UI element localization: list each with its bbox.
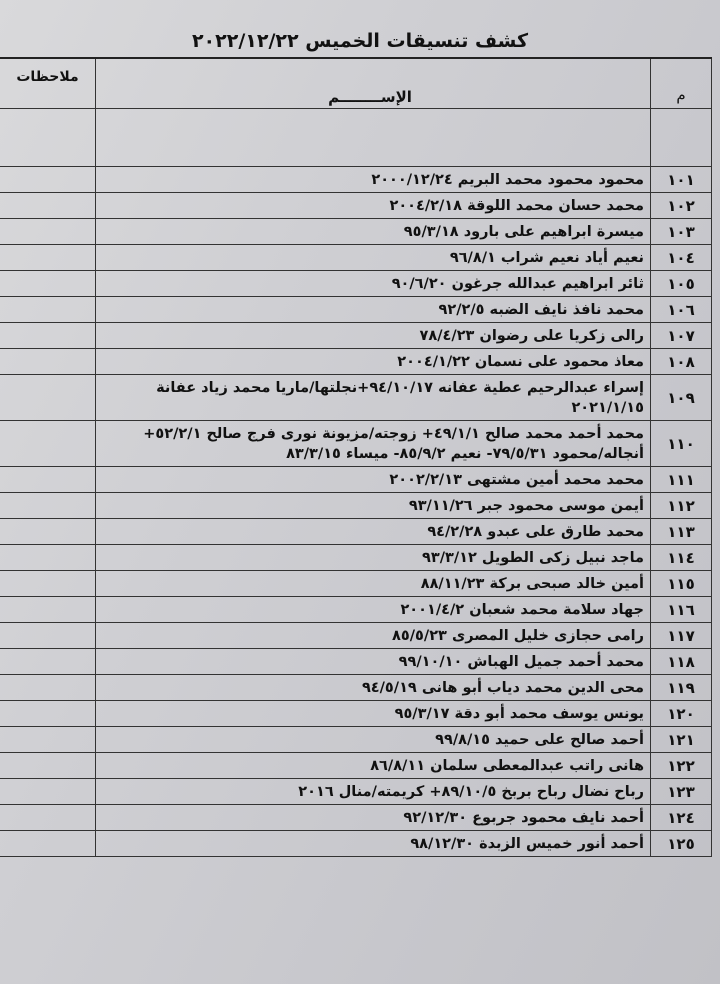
row-name: محمد حسان محمد اللوقة ٢٠٠٤/٢/١٨ xyxy=(95,193,650,218)
table-row xyxy=(0,701,712,727)
row-notes xyxy=(0,675,95,700)
row-notes xyxy=(0,805,95,830)
table-row xyxy=(0,297,712,323)
row-notes xyxy=(0,597,95,622)
row-name: أمين خالد صبحى بركة ٨٨/١١/٢٣ xyxy=(95,571,650,596)
row-number: ١٢٥ xyxy=(650,831,712,856)
row-notes xyxy=(0,323,95,348)
table-row xyxy=(0,779,712,805)
table-row xyxy=(0,421,712,467)
row-number: ١٢٤ xyxy=(650,805,712,830)
table-row xyxy=(0,675,712,701)
row-notes xyxy=(0,779,95,804)
row-name: أيمن موسى محمود جبر ٩٣/١١/٢٦ xyxy=(95,493,650,518)
row-name: رامى حجازى خليل المصرى ٨٥/٥/٢٣ xyxy=(95,623,650,648)
table-row xyxy=(0,493,712,519)
row-notes xyxy=(0,649,95,674)
table-row xyxy=(0,623,712,649)
header-number: م xyxy=(650,59,712,108)
row-name: ثائر ابراهيم عبدالله جرغون ٩٠/٦/٢٠ xyxy=(95,271,650,296)
blank-cell xyxy=(650,109,712,166)
row-name: نعيم أياد نعيم شراب ٩٦/٨/١ xyxy=(95,245,650,270)
row-notes xyxy=(0,753,95,778)
row-number: ١٠٢ xyxy=(650,193,712,218)
table-row xyxy=(0,323,712,349)
row-notes xyxy=(0,831,95,856)
row-name: محمد أحمد محمد صالح ٤٩/١/١+ زوجته/مزيونة نورى فرج صالح ٥٢/٢/١+ أنجاله/محمود ٧٩/٥/٣١- نعيم ٨٥/٩/٢- ميساء ٨٣/٣/١٥ xyxy=(95,421,650,466)
row-number: ١١٨ xyxy=(650,649,712,674)
row-notes xyxy=(0,571,95,596)
row-notes xyxy=(0,701,95,726)
row-notes xyxy=(0,193,95,218)
row-number: ١١٠ xyxy=(650,421,712,466)
row-name: إسراء عبدالرحيم عطية عفانه ٩٤/١٠/١٧+نجلتها/ماريا محمد زياد عفانة ٢٠٢١/١/١٥ xyxy=(95,375,650,420)
row-number: ١١٣ xyxy=(650,519,712,544)
table-row xyxy=(0,467,712,493)
row-number: ١١١ xyxy=(650,467,712,492)
blank-cell xyxy=(0,109,95,166)
row-notes xyxy=(0,519,95,544)
table-row xyxy=(0,597,712,623)
row-number: ١١٧ xyxy=(650,623,712,648)
table-row xyxy=(0,193,712,219)
row-name: رالى زكريا على رضوان ٧٨/٤/٢٣ xyxy=(95,323,650,348)
table-row xyxy=(0,219,712,245)
row-name: ماجد نبيل زكى الطويل ٩٣/٣/١٢ xyxy=(95,545,650,570)
row-name: هانى راتب عبدالمعطى سلمان ٨٦/٨/١١ xyxy=(95,753,650,778)
table-row xyxy=(0,649,712,675)
row-number: ١١٥ xyxy=(650,571,712,596)
row-number: ١٠٤ xyxy=(650,245,712,270)
row-number: ١٢٢ xyxy=(650,753,712,778)
row-number: ١٠٣ xyxy=(650,219,712,244)
row-name: يونس يوسف محمد أبو دقة ٩٥/٣/١٧ xyxy=(95,701,650,726)
table-row xyxy=(0,571,712,597)
row-notes xyxy=(0,493,95,518)
row-notes xyxy=(0,349,95,374)
row-name: محمد نافذ نايف الضبه ٩٢/٢/٥ xyxy=(95,297,650,322)
header-notes: ملاحظات xyxy=(16,69,79,85)
row-number: ١٠٩ xyxy=(650,375,712,420)
row-number: ١٠١ xyxy=(650,167,712,192)
blank-row xyxy=(0,109,712,167)
blank-cell xyxy=(95,109,650,166)
table-row xyxy=(0,375,712,421)
table-row xyxy=(0,271,712,297)
row-name: أحمد نايف محمود جربوع ٩٢/١٢/٣٠ xyxy=(95,805,650,830)
row-notes xyxy=(0,623,95,648)
table-row xyxy=(0,545,712,571)
row-notes xyxy=(0,271,95,296)
row-notes xyxy=(0,245,95,270)
row-notes xyxy=(0,219,95,244)
names-table xyxy=(0,57,712,857)
row-number: ١٠٨ xyxy=(650,349,712,374)
header-name: الإســــــــم xyxy=(95,59,650,108)
row-name: محمد أحمد جميل الهباش ٩٩/١٠/١٠ xyxy=(95,649,650,674)
row-number: ١٢٠ xyxy=(650,701,712,726)
table-row xyxy=(0,349,712,375)
row-name: أحمد صالح على حميد ٩٩/٨/١٥ xyxy=(95,727,650,752)
table-row xyxy=(0,245,712,271)
row-number: ١١٩ xyxy=(650,675,712,700)
row-name: محى الدين محمد دياب أبو هانى ٩٤/٥/١٩ xyxy=(95,675,650,700)
row-notes xyxy=(0,727,95,752)
row-number: ١٠٦ xyxy=(650,297,712,322)
row-number: ١١٢ xyxy=(650,493,712,518)
row-name: رباح نضال رباح بربخ ٨٩/١٠/٥+ كريمته/منال ٢٠١٦ xyxy=(95,779,650,804)
row-name: معاذ محمود على نسمان ٢٠٠٤/١/٢٢ xyxy=(95,349,650,374)
page-title: كشف تنسيقات الخميس ٢٠٢٢/١٢/٢٢ xyxy=(191,30,529,52)
row-name: محمد طارق على عبدو ٩٤/٢/٢٨ xyxy=(95,519,650,544)
row-notes xyxy=(0,545,95,570)
row-number: ١٢٣ xyxy=(650,779,712,804)
row-notes xyxy=(0,297,95,322)
table-row xyxy=(0,519,712,545)
row-number: ١٠٥ xyxy=(650,271,712,296)
row-number: ١١٤ xyxy=(650,545,712,570)
row-name: محمد محمد أمين مشتهى ٢٠٠٢/٢/١٣ xyxy=(95,467,650,492)
table-row xyxy=(0,831,712,857)
table-row xyxy=(0,167,712,193)
row-number: ١٠٧ xyxy=(650,323,712,348)
table-header-row xyxy=(0,59,712,109)
row-notes xyxy=(0,421,95,466)
row-name: ميسرة ابراهيم على بارود ٩٥/٣/١٨ xyxy=(95,219,650,244)
row-notes xyxy=(0,375,95,420)
table-row xyxy=(0,805,712,831)
table-row xyxy=(0,727,712,753)
row-notes xyxy=(0,167,95,192)
table-row xyxy=(0,753,712,779)
row-name: محمود محمود محمد البريم ٢٠٠٠/١٢/٢٤ xyxy=(95,167,650,192)
row-name: أحمد أنور خميس الزبدة ٩٨/١٢/٣٠ xyxy=(95,831,650,856)
row-number: ١٢١ xyxy=(650,727,712,752)
row-notes xyxy=(0,467,95,492)
row-number: ١١٦ xyxy=(650,597,712,622)
row-name: جهاد سلامة محمد شعبان ٢٠٠١/٤/٢ xyxy=(95,597,650,622)
